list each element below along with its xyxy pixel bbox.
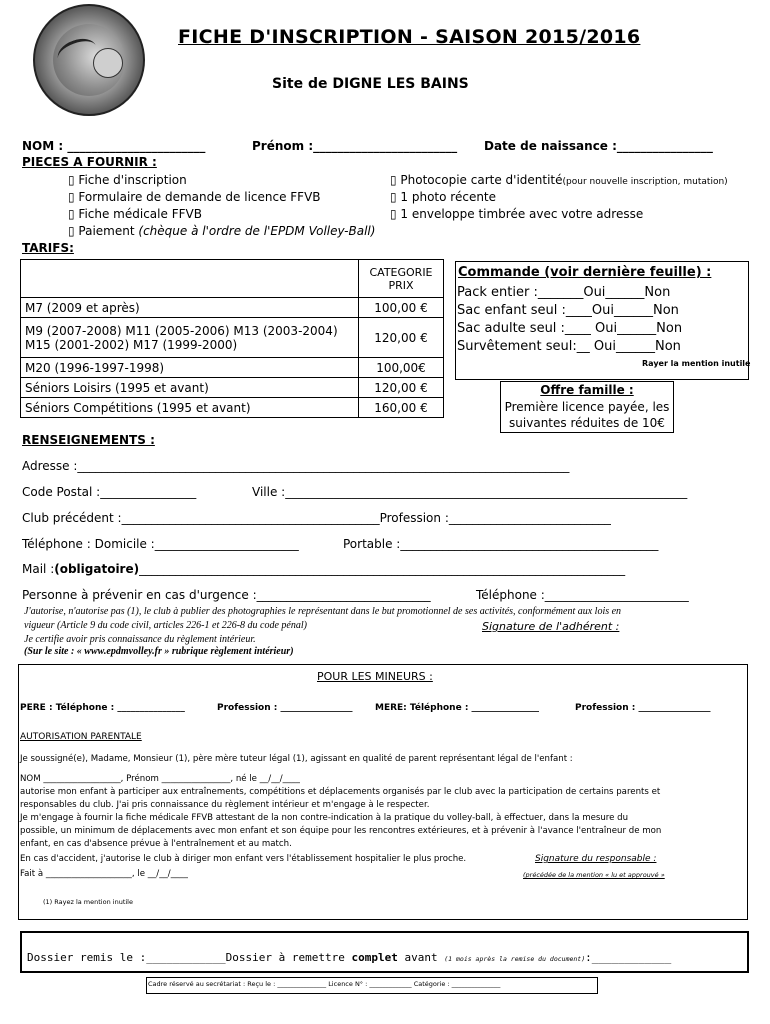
commande-note: Rayer la mention inutile bbox=[642, 359, 751, 368]
dossier-end: :____________ bbox=[585, 951, 672, 964]
club-profession-field[interactable]: Club précédent :___________________________________________Profession :___________________________ bbox=[22, 511, 611, 525]
code-postal-field[interactable]: Code Postal :________________ bbox=[22, 485, 197, 499]
table-row bbox=[21, 318, 444, 358]
cat-line: M9 (2007-2008) M11 (2005-2006) M13 (2003-2004) bbox=[25, 323, 338, 338]
table-cell: Séniors Compétitions (1995 et avant) bbox=[21, 398, 359, 418]
cni-note: (pour nouvelle inscription, mutation) bbox=[562, 177, 728, 187]
autorisation-text: autorise mon enfant à participer aux entraînements, compétitions et déplacements organisés par le club avec la participation de certains parents et bbox=[20, 787, 661, 797]
piece-item: ▯ 1 photo récente bbox=[390, 190, 497, 204]
piece-paiement: ▯ Paiement bbox=[68, 224, 135, 238]
mail-line: _________________________________________________________________________________ bbox=[139, 562, 626, 576]
portable-field[interactable]: Portable :___________________________________________ bbox=[343, 537, 659, 551]
piece-item bbox=[390, 173, 728, 187]
lu-approuve-note: (précédée de la mention « lu et approuvé » bbox=[523, 871, 665, 879]
table-row bbox=[21, 378, 444, 398]
offre-box bbox=[500, 381, 674, 433]
autorisation-text: responsables du club. J'ai pris connaissance du règlement intérieur et m'engage à le respecter. bbox=[20, 800, 430, 810]
dossier-line[interactable] bbox=[27, 951, 671, 964]
commande-line[interactable]: Sac enfant seul :____Oui______Non bbox=[457, 303, 679, 318]
piece-item: ▯ Fiche d'inscription bbox=[68, 173, 187, 187]
reglement-site-text: (Sur le site : « www.epdmvolley.fr » rubrique règlement intérieur) bbox=[24, 646, 294, 657]
mail-label: Mail : bbox=[22, 562, 55, 576]
dossier-note: (1 mois après la remise du document) bbox=[444, 955, 586, 963]
autorisation-text: possible, un minimum de déplacements avec mon enfant et son équipe pour les rencontres extérieures, et à prévenir à l'avance l'entraîneur de mon bbox=[20, 826, 662, 836]
autorisation-parentale-heading: AUTORISATION PARENTALE bbox=[20, 732, 142, 742]
autorisation-text: enfant, en cas d'absence prévue à l'entraînement et au match. bbox=[20, 839, 292, 849]
page-title: FICHE D'INSCRIPTION - SAISON 2015/2016 bbox=[178, 26, 641, 48]
table-row bbox=[21, 260, 444, 298]
paiement-note: (chèque à l'ordre de l'EPDM Volley-Ball) bbox=[138, 224, 376, 238]
mere-profession-field[interactable]: Profession : ________________ bbox=[575, 703, 711, 713]
table-cell: M7 (2009 et après) bbox=[21, 298, 359, 318]
pere-telephone-field[interactable]: PERE : Téléphone : _______________ bbox=[20, 703, 185, 713]
autorisation-photo-text: vigueur (Article 9 du code civil, articles 226-1 et 226-8 du code pénal) bbox=[24, 620, 307, 631]
mail-field[interactable] bbox=[22, 562, 625, 576]
table-cell: 100,00 € bbox=[359, 298, 444, 318]
piece-item: ▯ 1 enveloppe timbrée avec votre adresse bbox=[390, 207, 644, 221]
naissance-field[interactable]: Date de naissance :________________ bbox=[484, 139, 713, 153]
cat-line: M15 (2001-2002) M17 (1999-2000) bbox=[25, 337, 238, 352]
tarifs-heading: TARIFS: bbox=[22, 241, 74, 255]
table-cell: 120,00 € bbox=[359, 378, 444, 398]
reglement-text: Je certifie avoir pris connaissance du règlement intérieur. bbox=[24, 634, 256, 645]
offre-line: suivantes réduites de 10€ bbox=[509, 416, 665, 430]
page-subtitle: Site de DIGNE LES BAINS bbox=[272, 76, 469, 92]
ville-field[interactable]: Ville :___________________________________________________________________ bbox=[252, 485, 688, 499]
table-cell: M20 (1996-1997-1998) bbox=[21, 358, 359, 378]
dossier-remis: Dossier remis le :____________Dossier à remettre bbox=[27, 951, 345, 964]
secretariat-text: Cadre réservé au secrétariat : Reçu le : _______________ Licence N° : _____________ Catégorie : _______________ bbox=[148, 980, 501, 988]
table-row bbox=[21, 398, 444, 418]
club-logo bbox=[33, 4, 145, 116]
table-cell: 160,00 € bbox=[359, 398, 444, 418]
pere-profession-field[interactable]: Profession : ________________ bbox=[217, 703, 353, 713]
dossier-avant: avant bbox=[404, 951, 438, 964]
commande-heading: Commande (voir dernière feuille) : bbox=[458, 265, 712, 280]
piece-item bbox=[68, 224, 375, 238]
table-row bbox=[21, 298, 444, 318]
commande-box bbox=[455, 261, 749, 380]
table-cell: 120,00 € bbox=[359, 318, 444, 358]
rayez-note: (1) Rayez la mention inutile bbox=[43, 898, 133, 906]
mineurs-heading: POUR LES MINEURS : bbox=[317, 670, 433, 683]
mineurs-box bbox=[18, 664, 748, 920]
autorisation-text: Je m'engage à fournir la fiche médicale FFVB attestant de la non contre-indication à la pratique du volley-ball, à effectuer, dans la mesure du bbox=[20, 813, 629, 823]
commande-line[interactable]: Pack entier :_______Oui______Non bbox=[457, 285, 671, 300]
offre-line: Première licence payée, les bbox=[504, 400, 670, 414]
nom-field[interactable]: NOM : _______________________ bbox=[22, 139, 206, 153]
volleyball-icon bbox=[93, 48, 123, 78]
piece-item: ▯ Formulaire de demande de licence FFVB bbox=[68, 190, 321, 204]
dossier-box bbox=[20, 931, 749, 973]
autorisation-text: En cas d'accident, j'autorise le club à diriger mon enfant vers l'établissement hospitalier le plus proche. bbox=[20, 854, 467, 864]
signature-adherent-label[interactable]: Signature de l'adhérent : bbox=[482, 620, 620, 633]
table-cell: Séniors Loisirs (1995 et avant) bbox=[21, 378, 359, 398]
fait-a-field[interactable]: Fait à ____________________, le __/__/____ bbox=[20, 869, 188, 879]
table-cell bbox=[21, 318, 359, 358]
autorisation-photo-text: J'autorise, n'autorise pas (1), le club à publier des photographies le représentant dans le but promotionnel de ses activités, conformément aux lois en bbox=[24, 606, 622, 617]
commande-line[interactable]: Survêtement seul:__ Oui______Non bbox=[457, 339, 681, 354]
table-row bbox=[21, 358, 444, 378]
prenom-field[interactable]: Prénom :________________________ bbox=[252, 139, 458, 153]
dossier-complet: complet bbox=[351, 951, 398, 964]
adresse-field[interactable]: Adresse :__________________________________________________________________________________ bbox=[22, 459, 570, 473]
table-header: CATEGORIE PRIX bbox=[359, 260, 444, 298]
mail-required: (obligatoire) bbox=[54, 562, 140, 576]
telephone-domicile-field[interactable]: Téléphone : Domicile :________________________ bbox=[22, 537, 299, 551]
autorisation-text: Je soussigné(e), Madame, Monsieur (1), père mère tuteur légal (1), agissant en qualité de parent représentant légal de l'enfant : bbox=[20, 754, 573, 764]
piece-cni: ▯ Photocopie carte d'identité bbox=[390, 173, 563, 187]
commande-line[interactable]: Sac adulte seul :____ Oui______Non bbox=[457, 321, 683, 336]
table-cell bbox=[21, 260, 359, 298]
tarifs-table bbox=[20, 259, 444, 418]
offre-heading: Offre famille : bbox=[540, 383, 634, 397]
urgence-field[interactable]: Personne à prévenir en cas d'urgence :_____________________________ bbox=[22, 588, 431, 602]
piece-item: ▯ Fiche médicale FFVB bbox=[68, 207, 202, 221]
pieces-heading: PIECES A FOURNIR : bbox=[22, 155, 157, 169]
renseignements-heading: RENSEIGNEMENTS : bbox=[22, 433, 155, 447]
secretariat-box bbox=[146, 977, 598, 994]
signature-responsable-label[interactable]: Signature du responsable : bbox=[535, 854, 657, 864]
urgence-telephone-field[interactable]: Téléphone :________________________ bbox=[476, 588, 689, 602]
enfant-identity-field[interactable]: NOM __________________, Prénom ________________, né le __/__/____ bbox=[20, 774, 300, 784]
mere-telephone-field[interactable]: MERE: Téléphone : _______________ bbox=[375, 703, 540, 713]
table-cell: 100,00€ bbox=[359, 358, 444, 378]
